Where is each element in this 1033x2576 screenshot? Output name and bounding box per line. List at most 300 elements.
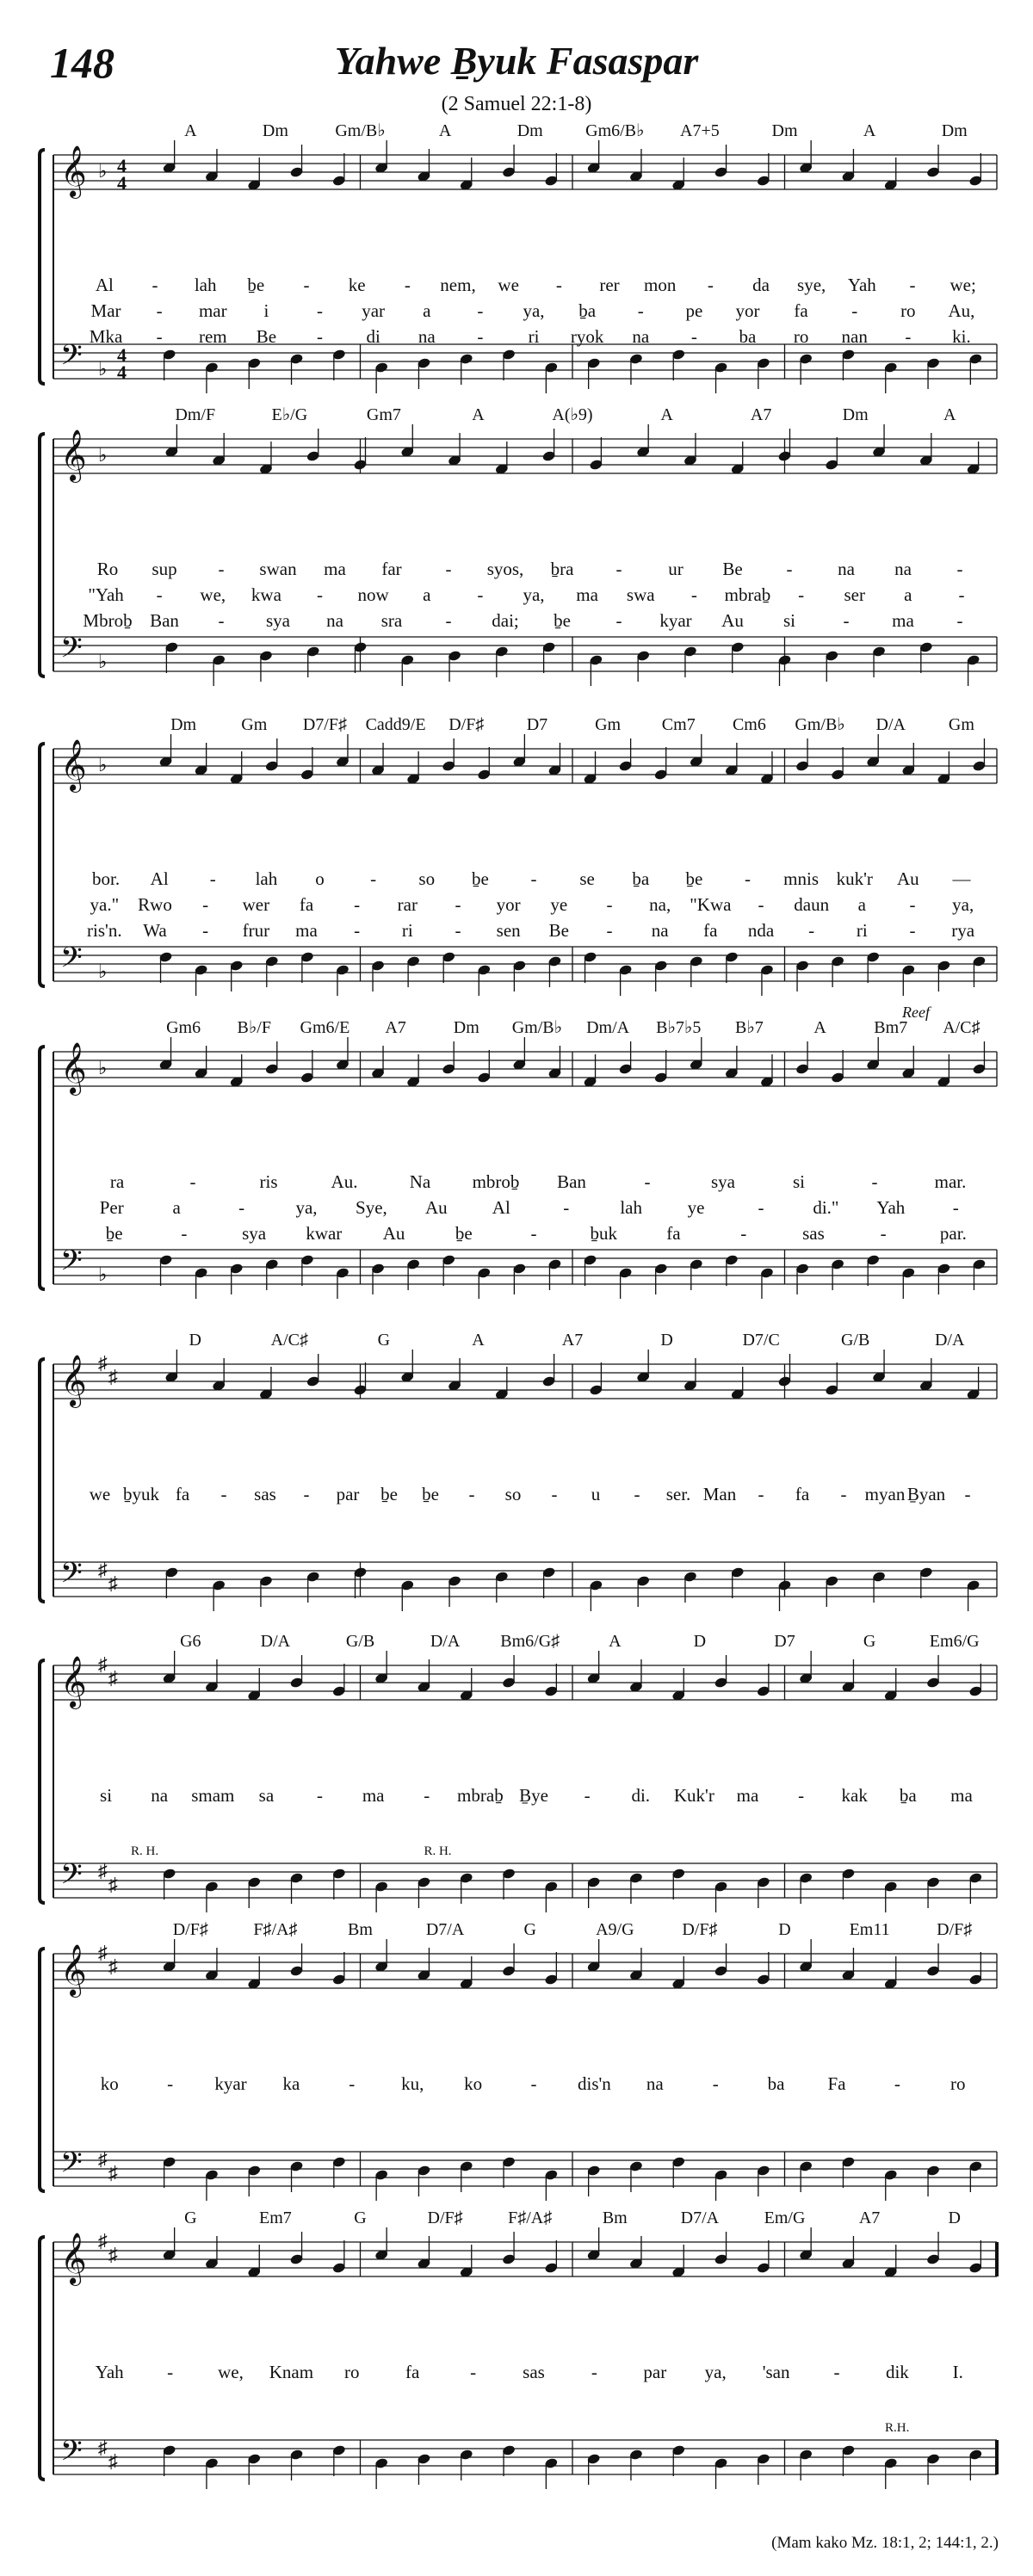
lyric-syllable: na [651, 920, 669, 941]
lyric-syllable: daun [794, 894, 830, 915]
lyric-syllable: I. [952, 2362, 963, 2382]
lyric-syllable: - [758, 1484, 764, 1504]
lyric-syllable: mar [198, 300, 227, 321]
lyric-syllable: swa [626, 584, 655, 605]
lyric-syllable: kyar [659, 610, 692, 631]
chord-symbol: D [189, 1331, 202, 1350]
lyric-syllable: ro [900, 300, 916, 321]
lyric-syllable: sas [802, 1223, 825, 1244]
lyric-syllable: mbraḇ [457, 1785, 504, 1806]
key-flat: ♭ [98, 754, 108, 775]
lyric-syllable: Be [548, 920, 569, 941]
lyric-syllable: - [156, 326, 163, 347]
lyric-syllable: myan [864, 1484, 906, 1504]
lyric-syllable: nem, [440, 275, 476, 295]
key-sharp: ♯ [98, 2148, 108, 2170]
chord-symbol: A7+5 [680, 121, 720, 140]
lyric-syllable: kwar [306, 1223, 343, 1244]
lyric-syllable: - [455, 920, 461, 941]
chord-symbol: D [778, 1920, 791, 1939]
chord-symbol: A [863, 121, 876, 140]
lyric-syllable: Ḇye [519, 1785, 548, 1806]
lyric-syllable: - [530, 2073, 537, 2094]
lyric-syllable: - [555, 275, 562, 295]
lyric-syllable: ma [295, 920, 318, 941]
key-sharp: ♯ [98, 1559, 108, 1580]
chord-symbol: D [660, 1331, 673, 1350]
lyric-syllable: Ro [96, 559, 119, 579]
lyric-syllable: - [354, 920, 361, 941]
lyric-syllable: lah [194, 275, 217, 295]
lyric-syllable: syos, [486, 559, 524, 579]
lyric-syllable: na [632, 326, 650, 347]
lyric-syllable: - [370, 868, 377, 889]
lyric-syllable: - [798, 1785, 805, 1806]
chord-symbol: Dm [771, 121, 798, 140]
time-signature-bottom: 4 [117, 172, 127, 194]
key-sharp: ♯ [98, 1860, 108, 1881]
lyric-syllable: 'san [762, 2362, 790, 2382]
lyric-syllable: ya." [90, 894, 120, 915]
chord-symbol: Dm [170, 715, 197, 734]
lyric-syllable: Au [382, 1223, 405, 1244]
lyric-syllable: na, [649, 894, 671, 915]
bass-clef: 𝄢 [60, 1557, 83, 1596]
time-signature-top: 4 [117, 344, 127, 366]
lyric-syllable: Ban [557, 1171, 586, 1192]
lyric-syllable: a [904, 584, 912, 605]
key-sharp: ♯ [108, 2244, 118, 2265]
music-system [40, 424, 997, 686]
lyric-syllable: - [958, 584, 965, 605]
lyric-syllable: ko [464, 2073, 483, 2094]
lyric-syllable: - [584, 1785, 591, 1806]
chord-symbol: Bm7 [874, 1018, 908, 1037]
lyric-syllable: ka [282, 2073, 300, 2094]
music-system [40, 1651, 997, 1912]
lyric-syllable: rya [951, 920, 975, 941]
lyric-syllable: ya, [523, 300, 545, 321]
lyric-syllable: - [530, 1223, 537, 1244]
lyric-syllable: - [909, 894, 916, 915]
lyric-syllable: - [909, 920, 916, 941]
chord-symbol: D7 [526, 715, 548, 734]
chord-symbol: Bm [602, 2208, 628, 2227]
lyric-syllable: ke [348, 275, 366, 295]
bass-clef: 𝄢 [60, 1245, 83, 1283]
chord-symbol: Em/G [764, 2208, 806, 2227]
lyric-syllable: fa [299, 894, 314, 915]
lyric-syllable: sye, [797, 275, 826, 295]
lyric-syllable: sya [242, 1223, 267, 1244]
system-brace [40, 1359, 45, 1602]
lyric-syllable: - [445, 559, 452, 579]
lyric-syllable: o [315, 868, 325, 889]
lyric-syllable: - [181, 1223, 188, 1244]
lyric-syllable: - [477, 300, 484, 321]
lyric-syllable: smam [191, 1785, 235, 1806]
treble-clef: 𝄞 [60, 1658, 87, 1707]
lyric-syllable: Au [721, 610, 744, 631]
lyric-syllable: ya, [295, 1197, 318, 1218]
lyric-syllable: mbraḇ [724, 584, 771, 605]
lyric-syllable: na [326, 610, 343, 631]
lyric-syllable: si [100, 1785, 113, 1806]
lyric-syllable: Au [425, 1197, 448, 1218]
lyric-syllable: fa [666, 1223, 681, 1244]
chord-symbol: Gm6/E [300, 1018, 350, 1037]
chord-symbol: A(♭9) [552, 405, 593, 424]
lyric-syllable: - [606, 894, 613, 915]
lyric-syllable: sas [523, 2362, 545, 2382]
lyric-syllable: - [740, 1223, 747, 1244]
chord-symbol: B♭7♭5 [656, 1018, 702, 1037]
lyric-syllable: - [871, 1171, 878, 1192]
lyric-syllable: - [220, 1484, 227, 1504]
treble-clef: 𝄞 [60, 1946, 87, 1995]
lyric-syllable: sup [152, 559, 177, 579]
chord-symbol: G [863, 1632, 876, 1651]
lyric-syllable: - [952, 1197, 959, 1218]
lyric-syllable: we, [218, 2362, 244, 2382]
lyric-syllable: frur [242, 920, 270, 941]
lyric-syllable: ser [844, 584, 865, 605]
system-brace [40, 434, 45, 676]
lyric-syllable: - [152, 275, 158, 295]
lyric-syllable: sen [496, 920, 521, 941]
key-sharp: ♯ [98, 2230, 108, 2252]
lyric-syllable: Al [150, 868, 169, 889]
lyric-syllable: na [151, 1785, 169, 1806]
lyric-syllable: lah [255, 868, 278, 889]
time-signature-top: 4 [117, 155, 127, 176]
lyric-syllable: Al [95, 275, 114, 295]
lyric-syllable: Wa [143, 920, 167, 941]
lyric-syllable: ri [528, 326, 540, 347]
chord-symbol: A7 [750, 405, 772, 424]
lyric-syllable: sya [266, 610, 290, 631]
lyric-syllable: - [615, 559, 622, 579]
lyric-syllable: ser. [665, 1484, 691, 1504]
treble-clef: 𝄞 [60, 431, 87, 480]
lyric-syllable: - [808, 920, 815, 941]
system-brace [40, 1660, 45, 1903]
chord-symbol: D/F♯ [937, 1920, 973, 1939]
lyric-syllable: ku, [401, 2073, 424, 2094]
lyric-syllable: dik [885, 2362, 909, 2382]
key-flat: ♭ [98, 358, 108, 380]
lyric-syllable: mbroḇ [472, 1171, 520, 1192]
treble-clef: 𝄞 [60, 2234, 87, 2283]
lyric-syllable: - [455, 894, 461, 915]
lyric-syllable: - [156, 300, 163, 321]
lyric-syllable: - [894, 2073, 900, 2094]
lyric-syllable: - [843, 610, 850, 631]
key-sharp: ♯ [98, 1942, 108, 1963]
lyric-syllable: - [712, 2073, 719, 2094]
lyric-syllable: - [209, 868, 216, 889]
chord-symbol: D/F♯ [427, 2208, 463, 2227]
lyric-syllable: - [202, 920, 209, 941]
chord-symbol: Dm [262, 121, 288, 140]
lyric-syllable: sa [258, 1785, 275, 1806]
lyric-syllable: ko [100, 2073, 119, 2094]
chord-symbol: Em6/G [929, 1632, 980, 1651]
lyric-syllable: - [424, 1785, 430, 1806]
lyric-syllable: - [880, 1223, 887, 1244]
lyric-syllable: - [354, 894, 361, 915]
lyric-syllable: ḇe [422, 1484, 439, 1504]
chord-symbol: A9/G [596, 1920, 634, 1939]
lyric-syllable: Kuk'r [673, 1785, 714, 1806]
lyric-syllable: - [167, 2362, 174, 2382]
chord-symbol: Bm [348, 1920, 373, 1939]
lyric-syllable: - [445, 610, 452, 631]
footer-reference: (Mam kako Mz. 18:1, 2; 144:1, 2.) [771, 2534, 999, 2552]
lyric-syllable: se [579, 868, 595, 889]
key-flat: ♭ [98, 160, 108, 182]
chord-symbol: Cm6 [732, 715, 766, 734]
lyric-syllable: we, [200, 584, 226, 605]
lyric-syllable: par [336, 1484, 360, 1504]
lyric-syllable: - [202, 894, 209, 915]
key-flat: ♭ [98, 651, 108, 672]
lyric-syllable: - [956, 559, 963, 579]
chord-symbol: A [660, 405, 673, 424]
lyric-syllable: - [591, 2362, 597, 2382]
lyric-syllable: - [690, 584, 697, 605]
lyric-syllable: sra [380, 610, 403, 631]
lyric-syllable: - [303, 1484, 310, 1504]
lyric-syllable: Sye, [356, 1197, 387, 1218]
lyric-syllable: ya, [952, 894, 974, 915]
chord-symbol: D/F♯ [682, 1920, 718, 1939]
lyric-syllable: na [894, 559, 912, 579]
bass-clef: 𝄢 [60, 2147, 83, 2185]
lyric-syllable: - [317, 584, 324, 605]
key-sharp: ♯ [108, 1955, 118, 1977]
lyric-syllable: ḇe [554, 610, 571, 631]
lyric-syllable: Yah [876, 1197, 906, 1218]
right-hand-marking: R. H. [131, 1844, 159, 1858]
lyric-syllable: - [964, 1484, 971, 1504]
right-hand-marking: R.H. [885, 2421, 910, 2435]
chord-symbol: A [472, 405, 485, 424]
chord-symbol: D7/F♯ [302, 715, 347, 734]
hymn-number: 148 [50, 39, 114, 87]
chord-symbol: Dm [941, 121, 968, 140]
lyric-syllable: ba [739, 326, 757, 347]
lyric-syllable: kyar [214, 2073, 247, 2094]
lyric-syllable: Be [256, 326, 277, 347]
lyric-syllable: - [218, 610, 225, 631]
chord-symbol: A [438, 121, 452, 140]
lyric-syllable: ḇa [899, 1785, 917, 1806]
lyric-syllable: - [189, 1171, 196, 1192]
lyric-syllable: Knam [269, 2362, 314, 2382]
lyric-syllable: si [792, 1171, 806, 1192]
lyric-syllable: - [349, 2073, 356, 2094]
chord-symbol: G [523, 1920, 536, 1939]
hymn-header [0, 0, 1033, 120]
lyric-syllable: ḇra [550, 559, 574, 579]
treble-clef: 𝄞 [60, 147, 87, 196]
lyric-syllable: fa [794, 300, 808, 321]
lyric-syllable: dai; [492, 610, 519, 631]
lyric-syllable: Per [99, 1197, 124, 1218]
key-flat: ♭ [98, 961, 108, 982]
chord-symbol: D7/A [425, 1920, 465, 1939]
lyric-syllable: Fa [827, 2073, 846, 2094]
lyric-syllable: pe [685, 300, 703, 321]
lyric-syllable: lah [620, 1197, 642, 1218]
key-change-label: Reef [902, 1004, 930, 1021]
lyric-syllable: - [956, 610, 963, 631]
lyric-syllable: ri [401, 920, 413, 941]
system-brace [40, 744, 45, 986]
key-sharp: ♯ [108, 2162, 118, 2184]
lyric-syllable: now [357, 584, 389, 605]
lyric-syllable: ro [344, 2362, 360, 2382]
lyric-syllable: ur [668, 559, 684, 579]
lyric-syllable: i [263, 300, 269, 321]
lyric-syllable: wer [242, 894, 270, 915]
lyric-syllable: si [782, 610, 796, 631]
lyric-syllable: ma [736, 1785, 759, 1806]
music-system [40, 1037, 997, 1299]
chord-symbol: A [813, 1018, 826, 1037]
lyric-syllable: - [744, 868, 751, 889]
lyric-syllable: nda [747, 920, 775, 941]
key-flat: ♭ [98, 444, 108, 466]
lyric-syllable: ya, [523, 584, 545, 605]
lyric-syllable: - [156, 584, 163, 605]
lyric-syllable: - [317, 300, 324, 321]
lyric-syllable: par [643, 2362, 667, 2382]
lyric-syllable: ye [550, 894, 568, 915]
lyric-syllable: - [833, 2362, 840, 2382]
chord-symbol: B♭/F [237, 1018, 271, 1037]
lyric-syllable: ro [950, 2073, 966, 2094]
key-flat: ♭ [98, 1057, 108, 1078]
lyric-syllable: - [477, 584, 484, 605]
lyric-syllable: ḇa [578, 300, 597, 321]
lyric-syllable: "Kwa [690, 894, 732, 915]
lyric-syllable: so [504, 1484, 522, 1504]
lyric-syllable: - [530, 868, 537, 889]
chord-symbol: Gm/B♭ [335, 121, 386, 140]
bass-clef: 𝄢 [60, 339, 83, 378]
lyric-syllable: a [172, 1197, 181, 1218]
lyric-syllable: da [752, 275, 770, 295]
lyric-syllable: mnis [783, 868, 820, 889]
chord-symbol: D [693, 1632, 707, 1651]
chord-symbol: Gm/B♭ [511, 1018, 563, 1037]
lyric-syllable: Al [492, 1197, 510, 1218]
chord-symbol: Gm6 [166, 1018, 201, 1037]
chord-symbol: B♭7 [735, 1018, 764, 1037]
lyric-syllable: fa [795, 1484, 810, 1504]
lyric-syllable: Au [896, 868, 919, 889]
lyric-syllable: rer [599, 275, 620, 295]
chord-symbol: F♯/A♯ [253, 1920, 298, 1939]
lyric-syllable: - [563, 1197, 570, 1218]
system-brace [40, 2237, 45, 2480]
lyric-syllable: Mar [90, 300, 121, 321]
lyric-syllable: — [952, 868, 971, 889]
lyric-syllable: - [758, 894, 764, 915]
lyric-syllable: - [317, 1785, 324, 1806]
lyric-syllable: - [470, 2362, 477, 2382]
chord-symbol: Dm [453, 1018, 479, 1037]
chord-symbol: A [472, 1331, 485, 1350]
lyric-syllable: ḇe [685, 868, 703, 889]
lyric-syllable: Yah [95, 2362, 124, 2382]
chord-symbol: D7/A [680, 2208, 720, 2227]
lyric-syllable: sya [711, 1171, 735, 1192]
chord-symbol: Bm6/G♯ [500, 1632, 560, 1651]
lyric-syllable: Man [702, 1484, 737, 1504]
treble-clef: 𝄞 [60, 1356, 87, 1405]
key-sharp: ♯ [108, 1366, 118, 1387]
lyric-syllable: ma [950, 1785, 973, 1806]
music-system [40, 2227, 997, 2489]
bass-clef: 𝄢 [60, 632, 83, 670]
lyric-syllable: - [644, 1171, 651, 1192]
lyric-syllable: kak [841, 1785, 868, 1806]
lyric-syllable: ra [109, 1171, 125, 1192]
lyric-syllable: - [238, 1197, 245, 1218]
chord-symbol: D7 [774, 1632, 795, 1651]
key-sharp: ♯ [108, 1572, 118, 1594]
music-system [40, 734, 997, 996]
lyric-syllable: - [615, 610, 622, 631]
lyric-syllable: ḇyuk [123, 1484, 159, 1504]
chord-symbol: A [184, 121, 197, 140]
chord-symbol: D/A [934, 1331, 965, 1350]
time-signature-bottom: 4 [117, 361, 127, 383]
lyric-syllable: - [840, 1484, 847, 1504]
chord-symbol: A [943, 405, 956, 424]
chord-symbol: E♭/G [271, 405, 308, 424]
lyric-syllable: - [786, 559, 793, 579]
chord-symbol: G [184, 2208, 197, 2227]
chord-symbol: D/F♯ [448, 715, 485, 734]
lyric-syllable: na [418, 326, 436, 347]
lyric-syllable: na [838, 559, 855, 579]
lyric-syllable: ye [687, 1197, 705, 1218]
lyric-syllable: ḇe [455, 1223, 473, 1244]
lyric-syllable: - [909, 275, 916, 295]
chord-symbol: G [377, 1331, 391, 1350]
lyric-syllable: ḇe [247, 275, 265, 295]
lyric-syllable: ḇa [632, 868, 650, 889]
lyric-syllable: ḇe [380, 1484, 398, 1504]
chord-symbol: Dm/F [175, 405, 216, 424]
lyric-syllable: - [905, 326, 912, 347]
chord-symbol: D/A [875, 715, 906, 734]
lyric-syllable: so [418, 868, 436, 889]
lyric-syllable: ḇuk [590, 1223, 617, 1244]
lyric-syllable: - [303, 275, 310, 295]
key-flat: ♭ [98, 1263, 108, 1285]
chord-symbol: Em11 [849, 1920, 890, 1939]
chord-symbol: D/A [430, 1632, 461, 1651]
lyric-syllable: ḇe [471, 868, 489, 889]
lyric-syllable: "Yah [88, 584, 124, 605]
chord-symbol: Gm [241, 715, 268, 734]
chord-symbol: Dm [842, 405, 869, 424]
